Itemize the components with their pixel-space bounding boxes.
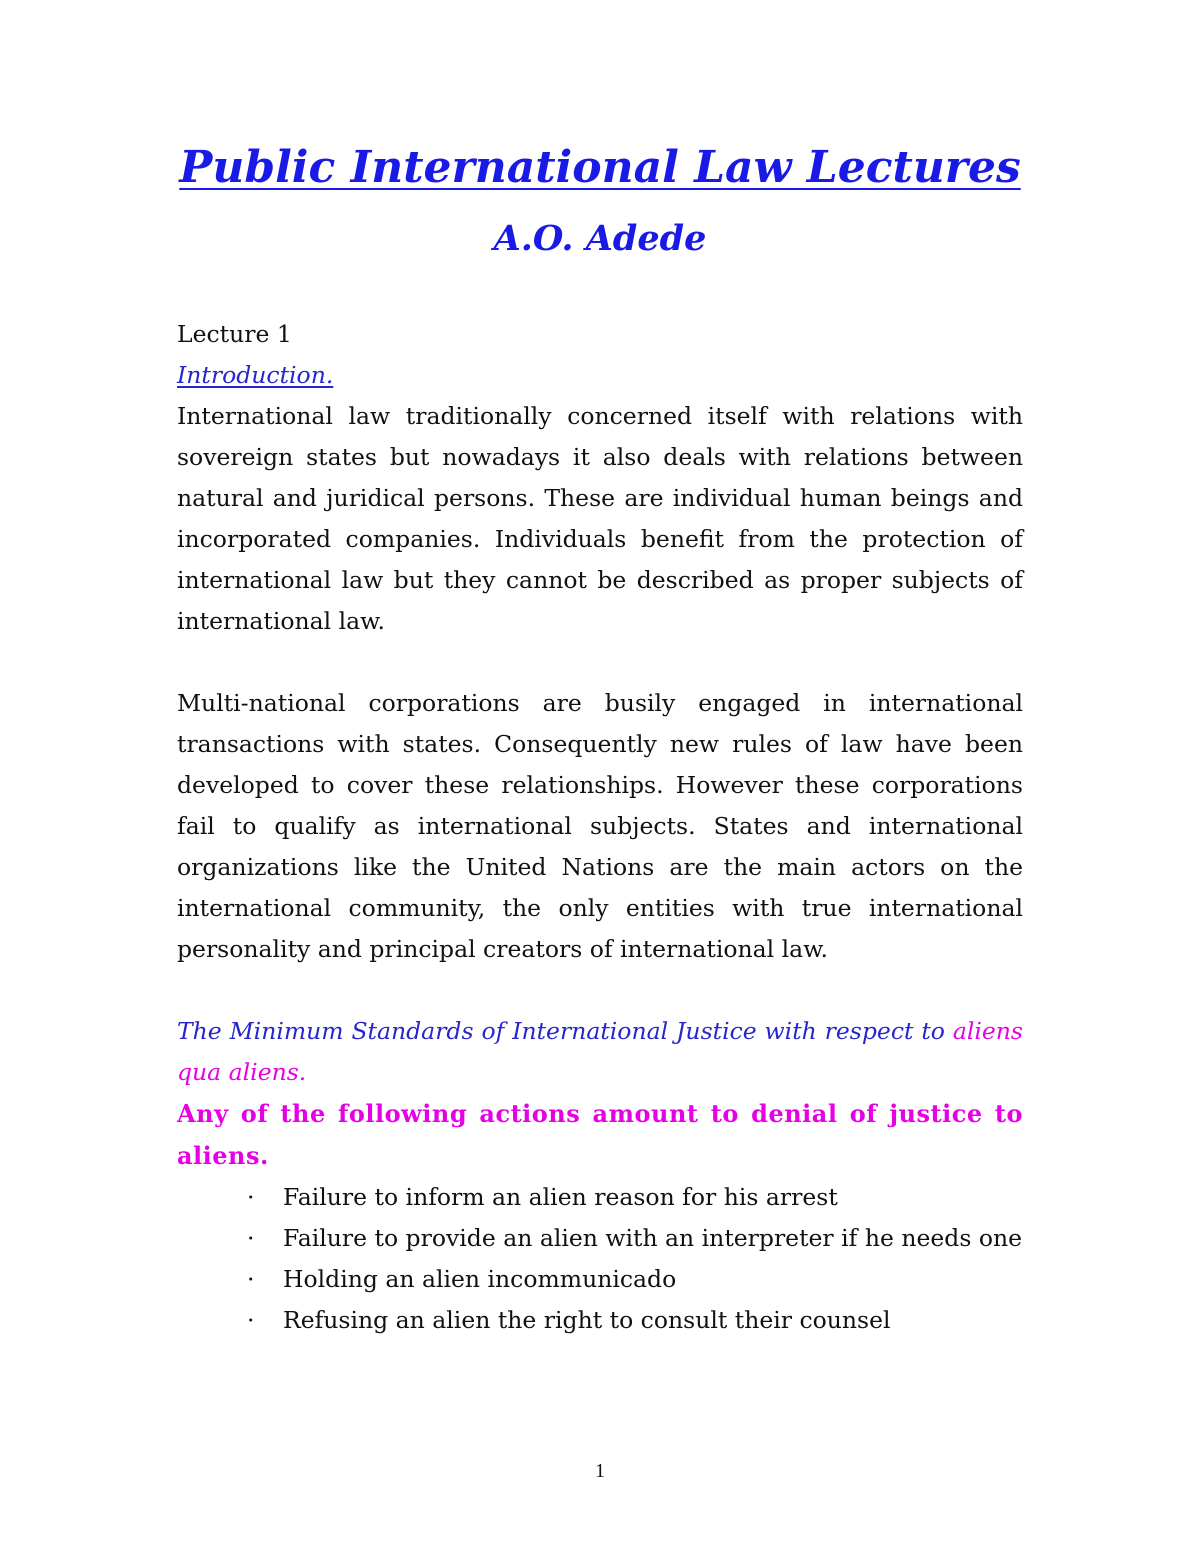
denial-of-justice-list xyxy=(177,1177,1023,1341)
bullet-icon: · xyxy=(247,1306,255,1334)
section-heading-aliens: aliens qua aliens. xyxy=(177,1017,1023,1086)
list-item-text: Failure to inform an alien reason for his arrest xyxy=(283,1183,838,1211)
paragraph-spacer xyxy=(177,642,1023,683)
section-heading-main: The Minimum Standards of International Justice with respect to xyxy=(177,1017,945,1045)
list-item xyxy=(177,1259,1023,1300)
paragraph-spacer xyxy=(177,970,1023,1011)
list-item-text: Failure to provide an alien with an interpreter if he needs one xyxy=(283,1224,1023,1252)
bullet-icon: · xyxy=(247,1265,255,1293)
document-author: A.O. Adede xyxy=(493,218,707,259)
list-item-text: Holding an alien incommunicado xyxy=(283,1265,677,1293)
list-item xyxy=(177,1177,1023,1218)
list-item-text: Refusing an alien the right to consult their counsel xyxy=(283,1306,891,1334)
bullet-icon: · xyxy=(247,1224,255,1252)
document-body xyxy=(177,314,1023,1341)
list-item xyxy=(177,1218,1023,1259)
section-heading xyxy=(177,1011,1023,1093)
intro-heading: Introduction. xyxy=(177,361,334,389)
lecture-label: Lecture 1 xyxy=(177,320,292,348)
document-title: Public International Law Lectures xyxy=(179,142,1021,193)
paragraph-2: Multi-national corporations are busily engaged in international transactions with states. Consequently new rules of law have been developed to cover these relationships. However these corporations fail to qualify as international subjects. States and international organizations like the United Nations are the main actors on the international community, the only entities with true international personality and principal creators of international law. xyxy=(177,689,1023,963)
list-item xyxy=(177,1300,1023,1341)
page-number: 1 xyxy=(595,1460,605,1482)
bullet-icon: · xyxy=(247,1183,255,1211)
section-subheading: Any of the following actions amount to denial of justice to aliens. xyxy=(177,1099,1023,1170)
paragraph-1: International law traditionally concerned itself with relations with sovereign states but nowadays it also deals with relations between natural and juridical persons. These are individual human beings and incorporated companies. Individuals benefit from the protection of international law but they cannot be described as proper subjects of international law. xyxy=(177,402,1023,635)
